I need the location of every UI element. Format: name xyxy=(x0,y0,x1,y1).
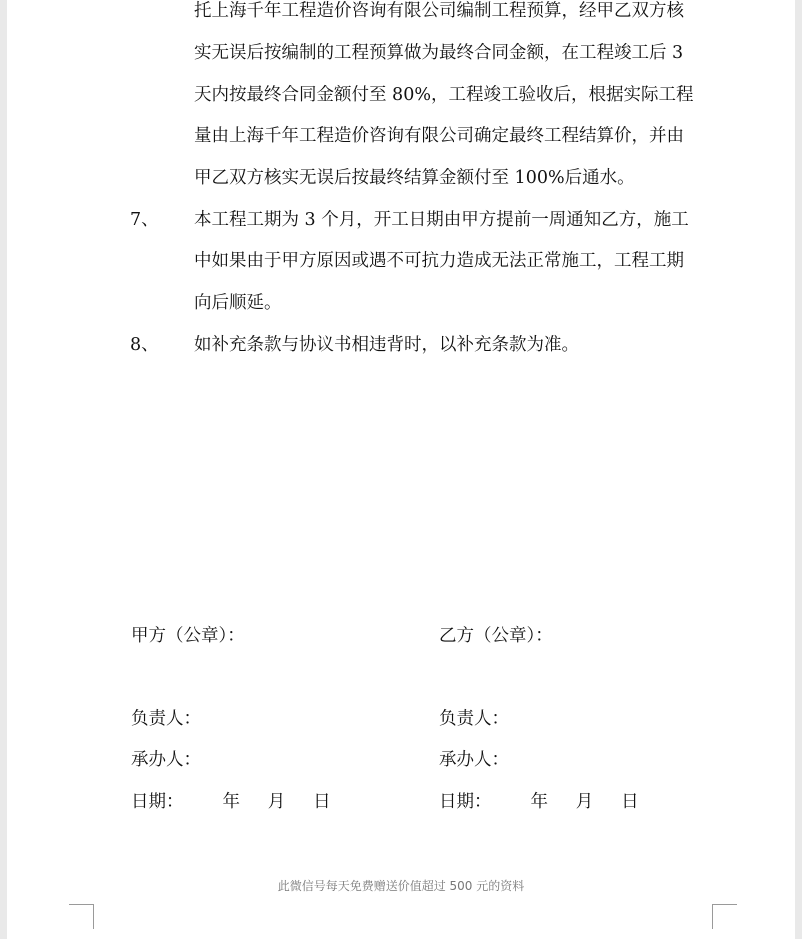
paragraph-line: 托上海千年工程造价咨询有限公司编制工程预算，经甲乙双方核 xyxy=(194,1,684,21)
party-b-date-label: 日期： 年 月 日 xyxy=(439,792,639,812)
list-number-8: 8、 xyxy=(130,335,159,355)
item-7-line: 中如果由于甲方原因或遇不可抗力造成无法正常施工，工程工期 xyxy=(194,251,684,271)
party-b-handler-label: 承办人： xyxy=(439,750,509,770)
item-7-line: 本工程工期为 3 个月，开工日期由甲方提前一周通知乙方，施工 xyxy=(194,210,689,230)
paragraph-line: 实无误后按编制的工程预算做为最终合同金额，在工程竣工后 3 xyxy=(194,43,684,63)
paragraph-line: 量由上海千年工程造价咨询有限公司确定最终工程结算价，并由 xyxy=(194,126,684,146)
document-page xyxy=(7,0,795,939)
item-7-line: 向后顺延。 xyxy=(194,293,282,313)
margin-corner-mark-left xyxy=(69,904,94,929)
party-a-responsible-label: 负责人： xyxy=(131,709,201,729)
party-b-seal-label: 乙方（公章）： xyxy=(439,626,553,646)
page-footer: 此微信号每天免费赠送价值超过 500 元的资料 xyxy=(277,879,525,893)
item-8-line: 如补充条款与协议书相违背时，以补充条款为准。 xyxy=(194,335,579,355)
party-a-handler-label: 承办人： xyxy=(131,750,201,770)
party-a-date-label: 日期： 年 月 日 xyxy=(131,792,331,812)
party-a-seal-label: 甲方（公章）： xyxy=(131,626,245,646)
paragraph-line: 甲乙双方核实无误后按最终结算金额付至 100%后通水。 xyxy=(194,168,635,188)
paragraph-line: 天内按最终合同金额付至 80%，工程竣工验收后，根据实际工程 xyxy=(194,85,694,105)
list-number-7: 7、 xyxy=(130,210,159,230)
margin-corner-mark-right xyxy=(712,904,737,929)
party-b-responsible-label: 负责人： xyxy=(439,709,509,729)
